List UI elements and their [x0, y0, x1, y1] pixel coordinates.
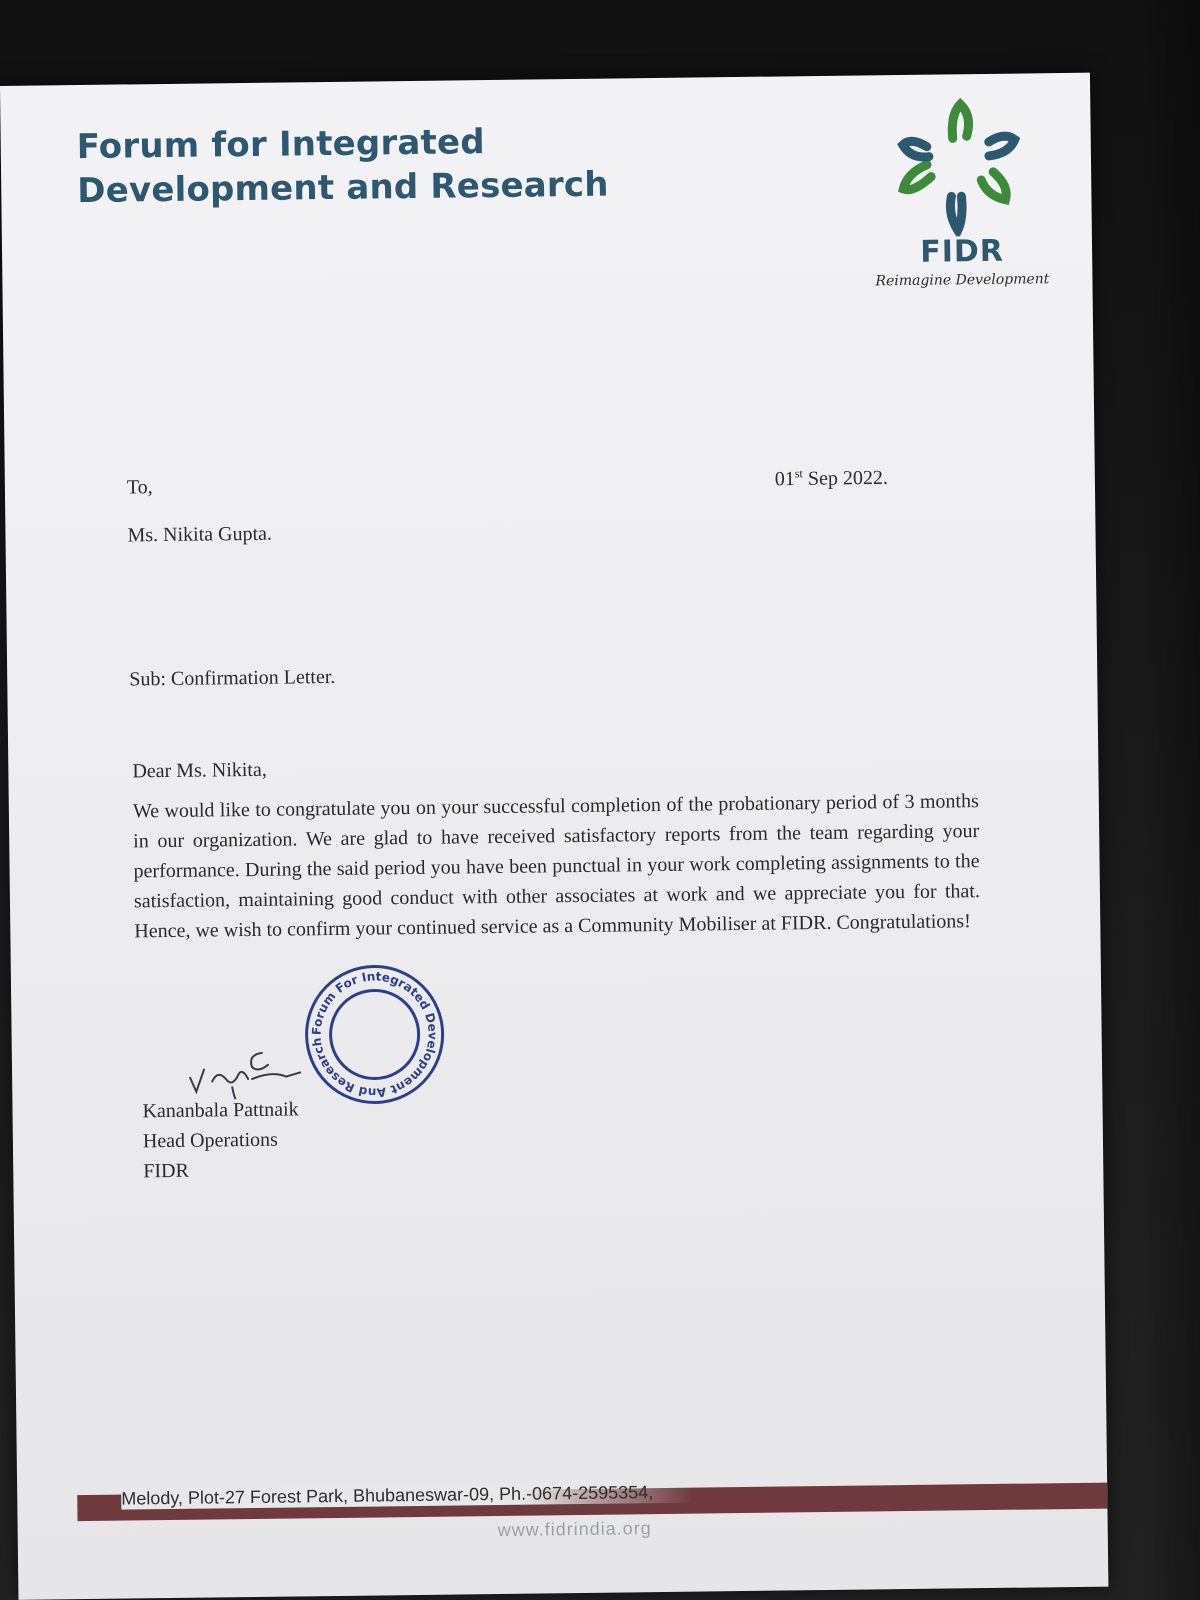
signatory-designation: Head Operations — [142, 1128, 278, 1153]
letter-date — [775, 465, 888, 491]
letter-page — [0, 73, 1108, 1600]
to-label: To, — [126, 476, 153, 499]
organization-name-line1: Forum for Integrated — [76, 122, 486, 168]
flower-emblem-icon — [880, 95, 1042, 237]
date-month-year: Sep 2022. — [802, 466, 889, 490]
signatory-org: FIDR — [143, 1159, 189, 1183]
signatory-block — [142, 1094, 299, 1186]
footer-website: www.fidrindia.org — [497, 1518, 652, 1541]
stamp-text: Forum For Integrated Development And Research — [309, 969, 440, 1100]
letter-body: We would like to congratulate you on your successful completion of the probationary period of 3 months in our organization. We are glad to have received satisfactory reports from the team regarding your performance. During the said period you have been punctual in your work completing assignments to the satisfaction, maintaining good conduct with other associates at work and we appreciate you for that. Hence, we wish to confirm your continued service as a Community Mobiliser at FIDR. Congratulations! — [132, 790, 981, 943]
organization-name-line2: Development and Research — [77, 164, 609, 212]
footer-address: Melody, Plot-27 Forest Park, Bhubaneswar-09, Ph.-0674-2595354, — [121, 1482, 693, 1510]
fidr-logo — [860, 95, 1062, 290]
edge-shadow — [1140, 0, 1200, 1600]
logo-abbreviation: FIDR — [920, 233, 1005, 270]
handwritten-signature — [182, 1028, 313, 1100]
logo-tagline: Reimagine Development — [875, 271, 1050, 290]
salutation: Dear Ms. Nikita, — [132, 758, 267, 783]
organization-stamp — [301, 961, 449, 1109]
date-day: 01 — [774, 467, 795, 491]
signatory-name: Kananbala Pattnaik — [142, 1098, 299, 1123]
date-suffix: st — [794, 466, 803, 481]
recipient-name: Ms. Nikita Gupta. — [127, 522, 273, 547]
organization-name — [76, 119, 608, 213]
subject-line: Sub: Confirmation Letter. — [129, 665, 336, 691]
